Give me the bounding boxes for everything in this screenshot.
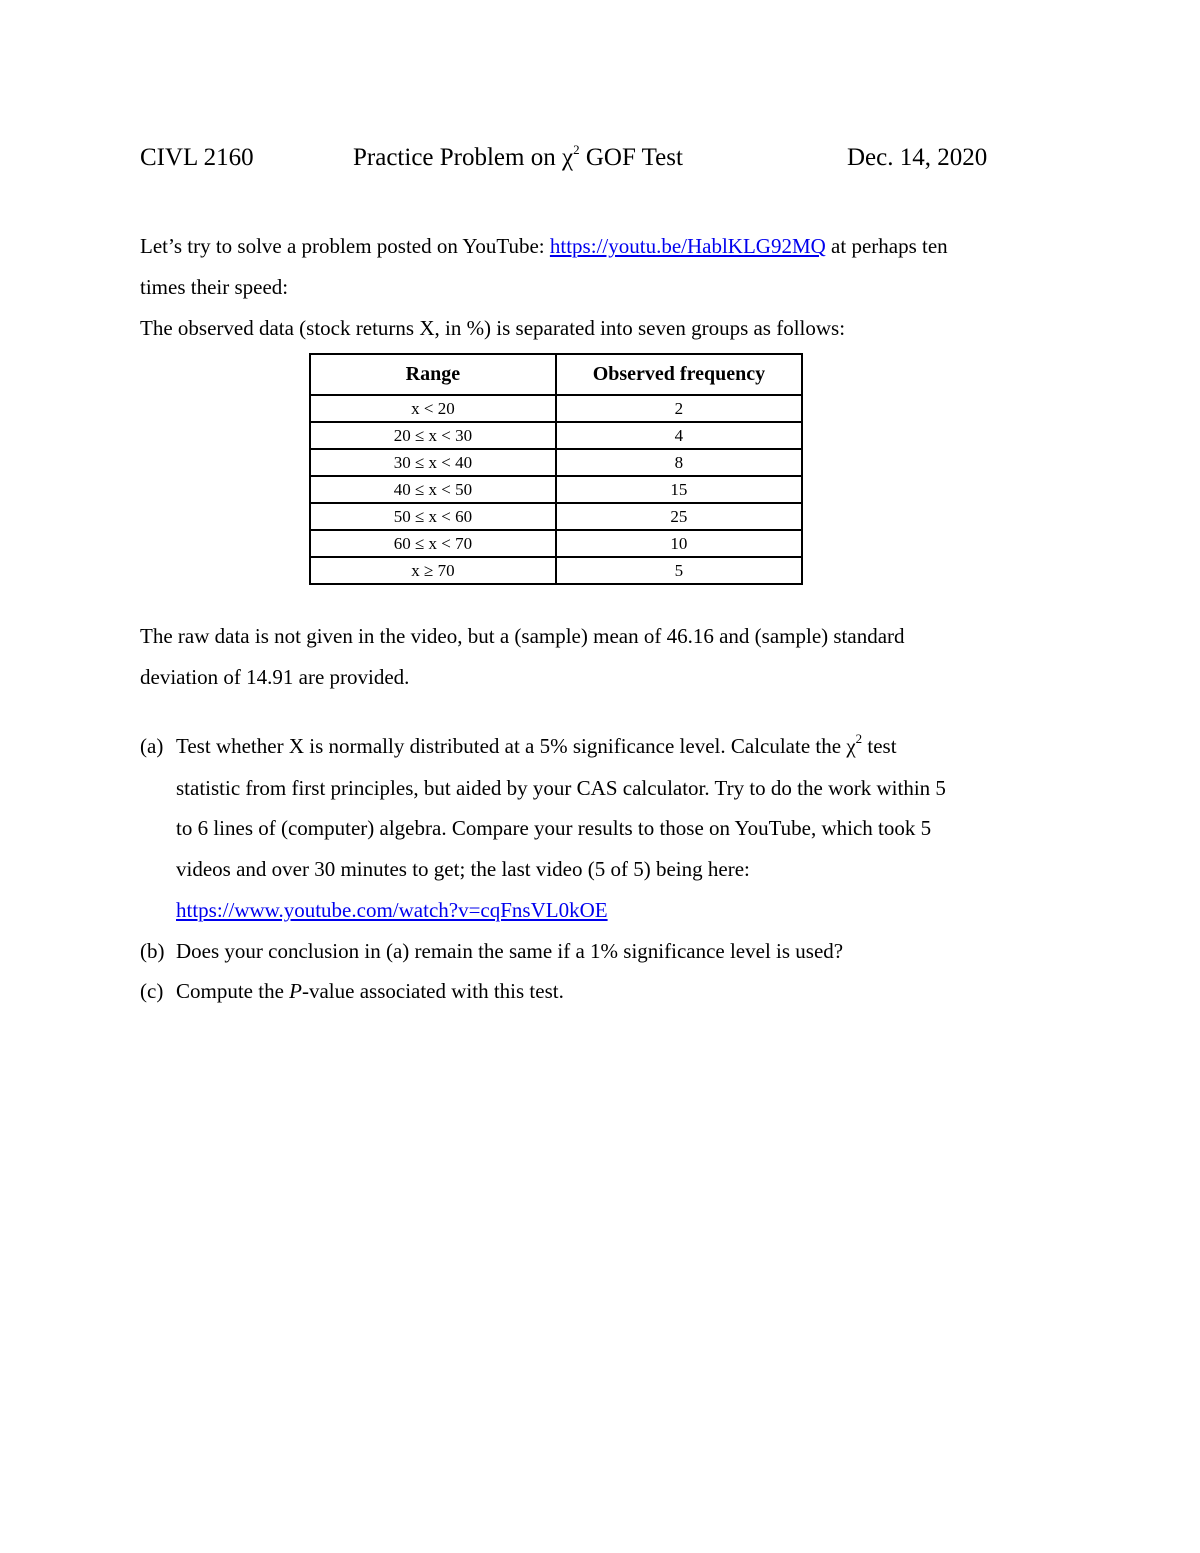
range-cell: 40 ≤ x < 50 bbox=[310, 476, 556, 503]
part-a-line-3: to 6 lines of (computer) algebra. Compare your results to those on YouTube, which took 5 bbox=[176, 816, 932, 840]
intro-line-1 bbox=[140, 232, 948, 260]
range-cell: x < 20 bbox=[310, 395, 556, 422]
frequency-cell: 25 bbox=[556, 503, 802, 530]
part-a-line-4: videos and over 30 minutes to get; the last video (5 of 5) being here: bbox=[176, 857, 750, 881]
table-row bbox=[310, 395, 802, 422]
intro-text: Let’s try to solve a problem posted on YouTube: bbox=[140, 234, 550, 258]
title-prefix: Practice Problem on bbox=[353, 144, 562, 171]
range-cell: 60 ≤ x < 70 bbox=[310, 530, 556, 557]
header-range: Range bbox=[310, 354, 556, 395]
chi-symbol: χ bbox=[561, 144, 574, 171]
youtube-link-1[interactable]: https://youtu.be/HablKLG92MQ bbox=[549, 234, 826, 258]
document-date: Dec. 14, 2020 bbox=[847, 144, 988, 171]
table-row bbox=[310, 557, 802, 584]
frequency-cell: 2 bbox=[556, 395, 802, 422]
frequency-cell: 8 bbox=[556, 449, 802, 476]
part-c bbox=[140, 977, 564, 1005]
frequency-cell: 15 bbox=[556, 476, 802, 503]
part-b-label: (b) bbox=[140, 939, 165, 963]
course-code: CIVL 2160 bbox=[140, 144, 254, 171]
frequency-cell: 4 bbox=[556, 422, 802, 449]
part-c-label: (c) bbox=[140, 979, 164, 1003]
frequency-cell: 10 bbox=[556, 530, 802, 557]
range-cell: 30 ≤ x < 40 bbox=[310, 449, 556, 476]
range-cell: 50 ≤ x < 60 bbox=[310, 503, 556, 530]
header-observed-frequency: Observed frequency bbox=[556, 354, 802, 395]
part-a-text-end: test bbox=[862, 734, 897, 758]
chi-exponent: 2 bbox=[855, 731, 863, 746]
table-row bbox=[310, 503, 802, 530]
raw-data-line-2: deviation of 14.91 are provided. bbox=[140, 665, 410, 689]
intro-text-end: at perhaps ten bbox=[825, 234, 948, 258]
part-c-text-end: -value associated with this test. bbox=[301, 979, 564, 1003]
table-row bbox=[310, 449, 802, 476]
part-a-text: Test whether X is normally distributed at a 5% significance level. Calculate the bbox=[176, 734, 847, 758]
table-header-row bbox=[310, 354, 802, 395]
table-row bbox=[310, 530, 802, 557]
table-row bbox=[310, 476, 802, 503]
frequency-cell: 5 bbox=[556, 557, 802, 584]
part-b bbox=[140, 937, 843, 965]
raw-data-line-1: The raw data is not given in the video, but a (sample) mean of 46.16 and (sample) standard bbox=[140, 624, 905, 648]
part-a-line-1 bbox=[140, 732, 897, 760]
part-b-text: Does your conclusion in (a) remain the same if a 1% significance level is used? bbox=[176, 939, 844, 963]
range-cell: 20 ≤ x < 30 bbox=[310, 422, 556, 449]
p-variable: P bbox=[289, 979, 302, 1003]
part-c-text: Compute the bbox=[176, 979, 290, 1003]
chi-exponent: 2 bbox=[573, 141, 580, 157]
part-a-label: (a) bbox=[140, 734, 164, 758]
intro-line-3: The observed data (stock returns X, in %) is separated into seven groups as follows: bbox=[140, 316, 846, 340]
youtube-link-2[interactable]: https://www.youtube.com/watch?v=cqFnsVL0kOE bbox=[176, 898, 608, 922]
part-a-line-2: statistic from first principles, but aided by your CAS calculator. Try to do the work within 5 bbox=[176, 776, 946, 800]
part-a-line-5 bbox=[176, 896, 608, 924]
frequency-table bbox=[309, 353, 803, 585]
chi-symbol: χ bbox=[846, 734, 856, 758]
title-suffix: GOF Test bbox=[579, 144, 683, 171]
intro-line-2: times their speed: bbox=[140, 275, 289, 299]
range-cell: x ≥ 70 bbox=[310, 557, 556, 584]
table-row bbox=[310, 422, 802, 449]
document-title bbox=[353, 142, 683, 174]
